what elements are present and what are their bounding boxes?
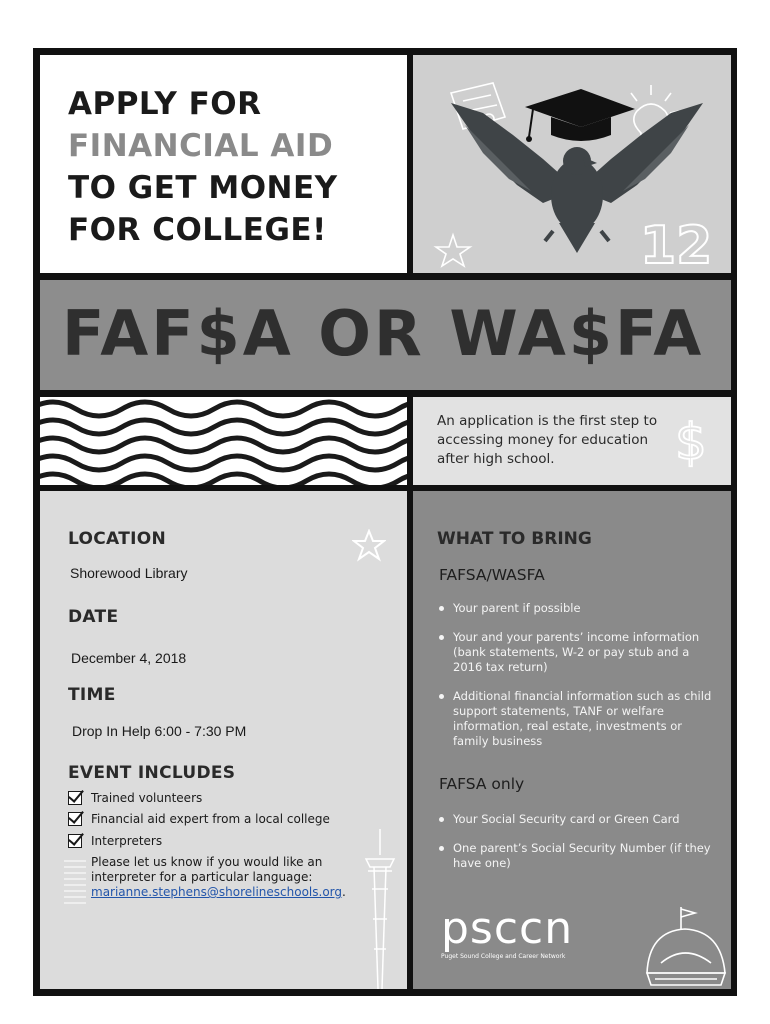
contact-email-link[interactable]: marianne.stephens@shorelineschools.org (91, 885, 343, 899)
banner-panel (40, 280, 731, 390)
interpreter-note-text: Please let us know if you would like an interpreter for a particular language: (91, 855, 323, 884)
list-item: Additional financial information such as child support statements, TANF or welfare information, real estate, investments or family business (437, 689, 712, 749)
include-item (68, 834, 162, 848)
event-info-panel (40, 491, 407, 989)
date-value: December 4, 2018 (71, 650, 187, 666)
headline-line-2: FINANCIAL AID (68, 128, 334, 164)
headline-line-3: TO GET MONEY (68, 170, 338, 206)
interpreter-note (91, 855, 351, 900)
star-icon (352, 529, 386, 563)
fafsa-wasfa-heading: FAFSA/WASFA (439, 566, 545, 584)
psccn-logo (441, 903, 574, 960)
list-item: Your and your parents’ income information (bank statements, W-2 or pay stub and a 2016 tax return) (437, 630, 712, 675)
checkbox-checked-icon (68, 812, 82, 826)
wave-pattern (40, 397, 407, 485)
list-item: Your Social Security card or Green Card (437, 812, 712, 827)
svg-text:$: $ (675, 413, 707, 471)
list-item: Your parent if possible (437, 601, 712, 616)
banner-title: FAF$A OR WA$FA (62, 297, 705, 370)
dollar-sign-icon (671, 411, 711, 471)
headline (68, 83, 338, 251)
include-item (68, 791, 202, 805)
logo-wordmark: psccn (441, 903, 574, 954)
space-needle-icon (360, 829, 400, 989)
headline-panel (40, 55, 407, 273)
fafsa-wasfa-list (437, 601, 712, 763)
include-item-label: Financial aid expert from a local college (91, 812, 330, 826)
checkbox-checked-icon (68, 834, 82, 848)
location-label: LOCATION (68, 529, 166, 549)
fafsa-only-list (437, 812, 712, 885)
dome-building-icon (641, 903, 731, 989)
time-label: TIME (68, 685, 116, 705)
what-to-bring-title: WHAT TO BRING (437, 529, 592, 549)
include-item-label: Interpreters (91, 834, 163, 848)
include-item (68, 812, 330, 826)
eagle-illustration-panel (413, 55, 731, 273)
headline-line-4: FOR COLLEGE! (68, 212, 327, 248)
what-to-bring-panel (413, 491, 731, 989)
star-icon (436, 235, 470, 266)
logo-tagline: Puget Sound College and Career Network (441, 953, 566, 960)
class-number: 12 (640, 216, 713, 273)
wave-decoration-panel (40, 397, 407, 485)
time-value: Drop In Help 6:00 - 7:30 PM (72, 723, 247, 739)
list-item: One parent’s Social Security Number (if they have one) (437, 841, 712, 871)
headline-line-1: APPLY FOR (68, 86, 262, 122)
fafsa-only-heading: FAFSA only (439, 775, 525, 793)
intro-text: An application is the first step to accessing money for education after high school. (437, 413, 658, 467)
hatch-decoration (64, 857, 86, 905)
intro-panel (413, 397, 731, 485)
checkbox-checked-icon (68, 791, 82, 805)
event-includes-label: EVENT INCLUDES (68, 763, 236, 783)
eagle-illustration (413, 55, 731, 273)
date-label: DATE (68, 607, 119, 627)
graduation-cap-icon (525, 89, 635, 142)
email-suffix: . (342, 885, 346, 899)
location-value: Shorewood Library (70, 565, 188, 581)
include-item-label: Trained volunteers (91, 791, 203, 805)
